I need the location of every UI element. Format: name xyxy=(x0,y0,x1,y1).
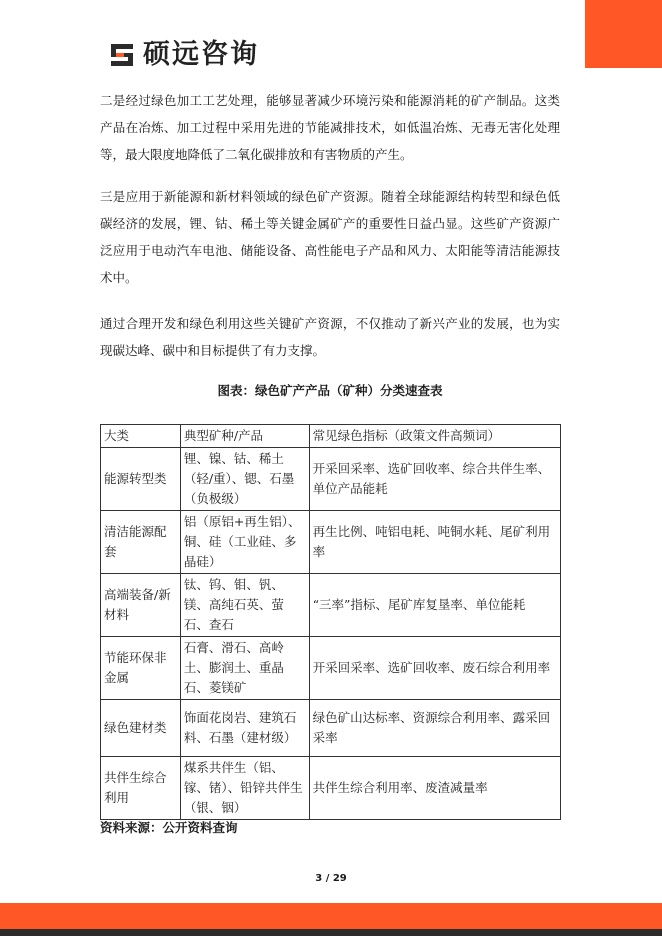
cell-indicators: 开采回采率、选矿回收率、废石综合利用率 xyxy=(309,637,560,700)
cell-category: 清洁能源配套 xyxy=(101,511,181,574)
cell-category: 共伴生综合利用 xyxy=(101,757,181,820)
header-indicators: 常见绿色指标（政策文件高频词） xyxy=(309,425,560,448)
cell-category: 高端装备/新材料 xyxy=(101,574,181,637)
cell-minerals: 石膏、滑石、高岭土、膨润土、重晶石、菱镁矿 xyxy=(180,637,309,700)
table-row xyxy=(101,511,561,574)
table-row xyxy=(101,757,561,820)
cell-minerals: 锂、镍、钴、稀土（轻/重）、锶、石墨（负极级） xyxy=(180,448,309,511)
cell-category: 节能环保非金属 xyxy=(101,637,181,700)
cell-minerals: 钛、钨、钼、钒、镁、高纯石英、萤石、查石 xyxy=(180,574,309,637)
cell-minerals: 铝（原铝+再生铝）、铜、硅（工业硅、多晶硅） xyxy=(180,511,309,574)
table-header-row xyxy=(101,425,561,448)
table-row xyxy=(101,637,561,700)
paragraph-new-energy-minerals: 三是应用于新能源和新材料领域的绿色矿产资源。随着全球能源结构转型和绿色低碳经济的发展，锂、钴、稀土等关键金属矿产的重要性日益凸显。这些矿产资源广泛应用于电动汽车电池、储能设备、高性能电子产品和风力、太阳能等清洁能源技术中。 xyxy=(100,189,560,285)
cell-minerals: 煤系共伴生（铝、镓、锗）、铅锌共伴生（银、铟） xyxy=(180,757,309,820)
cell-minerals: 饰面花岗岩、建筑石料、石墨（建材级） xyxy=(180,700,309,757)
table-row xyxy=(101,700,561,757)
footer-accent-bar xyxy=(0,903,662,929)
brand-logo xyxy=(107,38,259,72)
header-category: 大类 xyxy=(101,425,181,448)
paragraph-green-processing: 二是经过绿色加工工艺处理，能够显著减少环境污染和能源消耗的矿产制品。这类产品在冶炼、加工过程中采用先进的节能减排技术，如低温冶炼、无毒无害化处理等，最大限度地降低了二氧化碳排放和有害物质的产生。 xyxy=(100,93,560,162)
table-row xyxy=(101,448,561,511)
cell-category: 绿色建材类 xyxy=(101,700,181,757)
cell-indicators: 绿色矿山达标率、资源综合利用率、露采回采率 xyxy=(309,700,560,757)
paragraph-conclusion: 通过合理开发和绿色利用这些关键矿产资源，不仅推动了新兴产业的发展，也为实现碳达峰、碳中和目标提供了有力支撑。 xyxy=(100,316,560,358)
page-number: 3 / 29 xyxy=(315,873,347,884)
header-minerals: 典型矿种/产品 xyxy=(180,425,309,448)
cell-indicators: “三率”指标、尾矿库复垦率、单位能耗 xyxy=(309,574,560,637)
classification-table xyxy=(100,424,561,820)
table-title: 图表：绿色矿产产品（矿种）分类速查表 xyxy=(217,383,443,398)
brand-name: 硕远咨询 xyxy=(143,39,259,70)
stacked-s-logo-icon xyxy=(107,40,137,70)
cell-indicators: 再生比例、吨铝电耗、吨铜水耗、尾矿利用率 xyxy=(309,511,560,574)
corner-accent-block xyxy=(585,0,662,68)
footer-dark-line xyxy=(0,929,662,936)
cell-category: 能源转型类 xyxy=(101,448,181,511)
cell-indicators: 共伴生综合利用率、废渣减量率 xyxy=(309,757,560,820)
table-row xyxy=(101,574,561,637)
source-note: 资料来源：公开资料查询 xyxy=(100,820,238,835)
cell-indicators: 开采回采率、选矿回收率、综合共伴生率、单位产品能耗 xyxy=(309,448,560,511)
